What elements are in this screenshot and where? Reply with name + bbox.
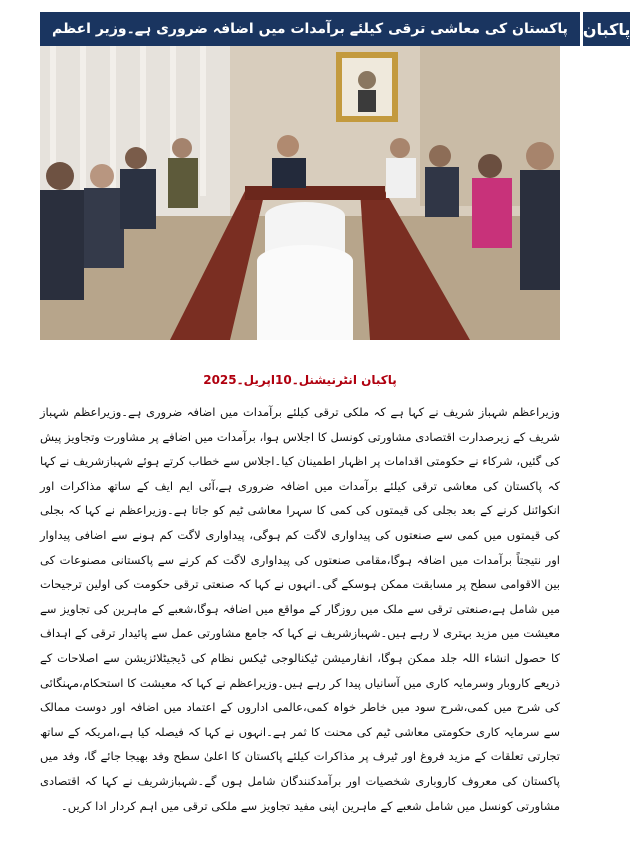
dateline: پاکبان انٹرنیشنل۔10اپریل۔2025 [203, 373, 397, 387]
article-body: وزیراعظم شہباز شریف نے کہا ہے کہ ملکی ترقی کیلئے برآمدات میں اضافہ ضروری ہے۔وزیراعظم شہباز شریف کے زیرصدارت اقتصادی مشاورتی کونسل کا اجلاس ہوا، برآمدات میں اضافے پر مشاورت وتجاویز پیش کی گئیں، شرکاء نے حکومتی اقدامات پر اظہار اطمینان کیا۔اجلاس سے خطاب کرتے ہوئے شہبازشریف نے کہا کہ پاکستان کی معاشی ترقی کیلئے برآمدات میں اضافہ ضروری ہے،آئی ایم ایف کے ساتھ مذاکرات اور انکوائنل کرنے کے بعد بجلی کی قیمتوں کی کمی کا سہرا معاشی ٹیم کو جاتا ہے۔وزیراعظم نے کہا کہ بجلی کی قیمتوں میں کمی سے صنعتوں کی پیداواری لاگت کم ہوگی، پیداواری لاگت کم ہونے سے اضافی پیداوار اور نتیجتاً برآمدات میں اضافہ ہوگا،مقامی صنعتوں کی پیداواری لاگت کم کرنے سے پاکستانی مصنوعات کی بین الاقوامی سطح پر مسابقت ممکن ہوسکے گی۔انہوں نے کہا کہ صنعتی ترقی حکومت کی اولین ترجیحات میں شامل ہے،صنعتی ترقی سے ملک میں روزگار کے مواقع میں اضافہ ہوگا،شعبے کے ماہرین کی تجاویز سے معیشت میں مزید بہتری لا رہے ہیں۔شہبازشریف نے کہا کہ جامع مشاورتی عمل سے پائیدار ترقی کے اہداف کا حصول انشاء اللہ جلد ممکن ہوگا، انفارمیشن ٹیکنالوجی ٹیکس نظام کی ڈیجیٹلائزیشن سے اصلاحات کے ذریعے کاروبار وسرمایہ کاری میں آسانیاں پیدا کر رہے ہیں۔وزیراعظم نے کہا کہ معیشت کا استحکام،مہنگائی کی شرح میں کمی،شرح سود میں خاطر خواہ کمی،عالمی اداروں کے اعتماد میں اضافہ اور دوست ممالک سے سرمایہ کاری حکومتی معاشی ٹیم کی محنت کا ثمر ہے۔انہوں نے کہا کہ فیصلہ کیا ہے،امریکہ کے ساتھ تجارتی تعلقات کے مزید فروغ اور ٹیرف پر مذاکرات کیلئے پاکستان کا اعلیٰ سطح وفد بھیجا جائے گا، وفد میں پاکستان کی معروف کاروباری شخصیات اور برآمدکنندگان شامل ہوں گے۔شہبازشریف نے کہا کہ اقتصادی مشاورتی کونسل میں شامل شعبے کے ماہرین اپنی مفید تجاویز سے ملکی ترقی میں اہم کردار ادا کریں۔ [40, 405, 560, 813]
header-banner [40, 12, 630, 46]
brand-logo: پاکبان [580, 12, 630, 46]
headline: پاکستان کی معاشی ترقی کیلئے برآمدات میں اضافہ ضروری ہے۔وزیر اعظم [40, 12, 580, 46]
meeting-photo-illustration [40, 46, 560, 340]
meeting-photo [40, 46, 560, 340]
